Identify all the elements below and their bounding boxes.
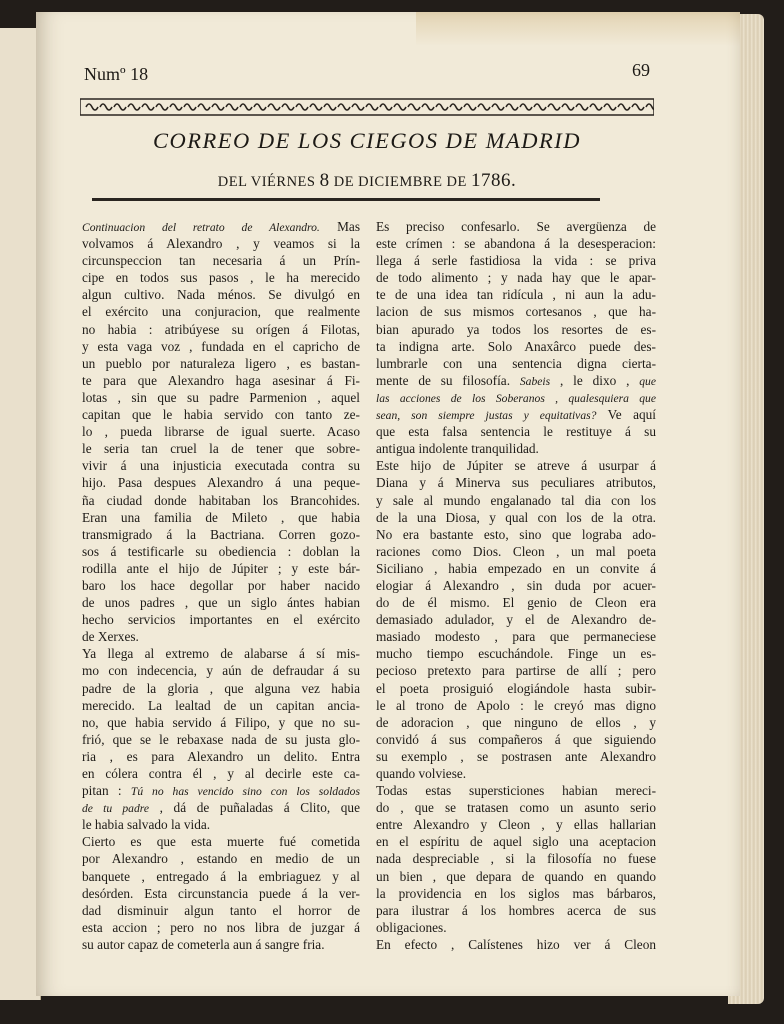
text-segment: entre Alexandro y Cleon , y ellas hallarian [376,817,656,833]
text-segment: ña ciudad donde habitaban los Brancohides. [82,492,360,508]
ornament-scroll [170,104,182,110]
text-line [82,303,360,320]
text-line [376,594,656,611]
text-segment: ta indigna arte. Solo Anaxârco puede des- [376,338,656,354]
text-line [376,321,656,338]
text-segment: te para que Alexandro haga asesinar á Fi- [82,372,360,388]
ornament-scroll [212,104,224,110]
text-line [376,680,656,697]
text-line [82,765,360,782]
date-month: DE DICIEMBRE DE [333,174,467,190]
ornament-scroll [576,104,588,110]
text-segment: el poeta prosiguió elogiándole hasta subir- [376,680,656,696]
text-line [82,423,360,440]
text-line [82,611,360,628]
text-line [82,799,360,816]
text-line [376,218,656,235]
text-segment: transmigrado á la Bactriana. Corren gozo- [82,526,360,542]
text-line [376,235,656,252]
text-segment: de Xerxes. [82,629,139,645]
text-line [82,321,360,338]
text-line [376,303,656,320]
text-segment: baro los hace degollar por haber nacido [82,577,360,593]
text-segment: hecho servicios importantes en el exército [82,612,360,628]
text-line [82,218,360,235]
text-segment: frió, que se le rebaxase nada de su justa glo- [82,731,360,747]
text-line [82,406,360,423]
text-line [376,526,656,543]
text-line [376,355,656,372]
text-line [376,474,656,491]
text-line [82,816,360,833]
text-line [376,628,656,645]
left-column [82,218,360,953]
text-segment: llega á serle fastidiosa la vida : se priva [376,253,656,269]
text-line [82,252,360,269]
text-line [376,697,656,714]
text-segment: Cierto es que esta muerte fué cometida [82,834,360,850]
ornament-scroll [296,104,308,110]
text-segment: antigua indolente tranquilidad. [376,441,539,457]
text-segment: Ve aquí [596,407,656,423]
ornament-scroll [128,104,140,110]
text-segment: de adoracion , que ninguno de ellos , y [376,714,656,730]
text-line [82,833,360,850]
text-line [82,338,360,355]
italic-segment: que [639,374,656,388]
text-segment: dad disminuir algun tanto el horror de [82,902,360,918]
ornament-scroll [142,104,154,110]
text-segment: este crímen : se abandona á la desesperacion: [376,236,656,252]
text-line [376,457,656,474]
text-segment: bian apurado ya todos los resortes de es- [376,321,656,337]
text-segment: algun cultivo. Nada ménos. Se divulgó en [82,287,360,303]
text-line [82,680,360,697]
text-segment: elogiar á Alexandro , sin duda por acuer- [376,577,656,593]
text-line [82,662,360,679]
ornament-scroll [156,104,168,110]
text-line [376,560,656,577]
text-line [376,936,656,953]
text-segment: su autor capaz de cometerla aun á sangre fria. [82,936,325,952]
ornament-scroll [114,104,126,110]
text-segment: padre de la gloria , que alguna vez habia [82,680,360,696]
text-line [376,645,656,662]
text-line [376,269,656,286]
text-segment: no, que habia servido á Filipo, y que no su- [82,714,360,730]
text-segment: mo con indecencia, y aún de defraudar á su [82,663,360,679]
text-segment: banquete , entregado á la embriaguez y al [82,868,360,884]
text-segment: En efecto , Calístenes hizo ver á Cleon [376,936,656,952]
ornament-scroll [226,104,238,110]
text-line [82,474,360,491]
italic-segment: sean, son siempre justas y equitativas? [376,409,597,423]
ornament-scroll [422,104,434,110]
text-line [376,372,656,389]
text-segment: Mas [319,219,360,234]
text-segment: nada despreciable , si la filosofía no fuese [376,851,656,867]
italic-segment: Tú no has vencido sino con los soldados [130,785,360,799]
text-segment: para ilustrar á los hombres acerca de sus [376,902,656,918]
text-line [376,902,656,919]
text-line [82,509,360,526]
text-line [82,526,360,543]
text-line [82,902,360,919]
ornament-scroll [450,104,462,110]
ornament-scroll [254,104,266,110]
text-segment: de la una Diosa, y qual con los de la otra. [376,509,656,525]
ornament-scroll [408,104,420,110]
ornament-scroll [352,104,364,110]
text-segment: pecioso pretexto para partirse de allí ; pero [376,663,656,679]
text-line [376,423,656,440]
text-line [82,782,360,799]
text-line [376,440,656,457]
text-segment: Este hijo de Júpiter se atreve á usurpar á [376,458,656,474]
ornament-scroll [394,104,406,110]
text-line [376,492,656,509]
text-segment: el exército una conjuracion, que realmente [82,304,360,320]
text-line [376,662,656,679]
text-line [376,714,656,731]
ornament-scroll [492,104,504,110]
ornament-scroll [632,104,644,110]
text-line [82,492,360,509]
ornament-scroll [240,104,252,110]
text-segment: merecido. La lealtad de un capitan ancia- [82,697,360,713]
text-line [376,868,656,885]
text-line [376,850,656,867]
text-segment: obligaciones. [376,919,447,935]
date-day: 8 [319,170,330,191]
date-year: 1786. [471,170,517,191]
text-line [82,389,360,406]
text-segment: de todo alimento ; y nada hay que le apar- [376,270,656,286]
ornament-scroll [464,104,476,110]
text-line [82,748,360,765]
text-segment: masiado modesto , para que permaneciese [376,629,656,645]
text-line [376,748,656,765]
text-segment: quando volviese. [376,766,467,781]
text-line [82,457,360,474]
text-line [82,286,360,303]
text-segment: convidó á sus compañeros á que siguiendo [376,731,656,747]
text-segment: , dá de puñaladas á Clito, que [148,800,360,816]
ornament-scroll [520,104,532,110]
ornament-scroll [100,104,112,110]
text-segment: mucho tiempo escuchándole. Finge un es- [376,646,656,662]
text-segment: no habia : atribúyese su orígen á Filotas, [82,321,360,337]
text-line [82,628,360,645]
text-line [376,782,656,799]
date-prefix: DEL VIÉRNES [217,174,316,190]
text-segment: Diana y á Minerva sus peculiares atributos, [376,475,656,491]
text-segment: y esta vaga voz , fundada en el capricho de [82,338,360,354]
text-segment: le habia salvado la vida. [82,817,211,833]
text-line [376,509,656,526]
text-line [82,868,360,885]
text-line [376,286,656,303]
text-segment: pitan : [82,783,131,799]
ornament-scroll [198,104,210,110]
text-segment: sos á testificarle su obediencia : doblan la [82,543,360,559]
text-line [376,577,656,594]
ornament-scroll [506,104,518,110]
text-segment: Ya llega al extremo de alabarse á sí mis- [82,646,360,662]
text-line [376,799,656,816]
text-line [82,269,360,286]
text-line [376,731,656,748]
text-segment: mente de su filosofía. [376,372,520,388]
text-segment: raciones como Dios. Cleon , un mal poeta [376,543,656,559]
text-segment: esta accion ; pero no nos libra de juzgar á [82,919,360,935]
text-line [376,816,656,833]
ornament-scroll [534,104,546,110]
text-segment: que esta falsa sentencia le restituye á su [376,424,656,440]
text-segment: Es preciso confesarlo. Se avergüenza de [376,219,656,234]
text-line [82,645,360,662]
ornament-scroll [562,104,574,110]
text-line [82,577,360,594]
text-segment: Eran una familia de Mileto , que habia [82,509,360,525]
text-segment: do , que se tratasen como un asunto serio [376,800,656,816]
text-line [82,850,360,867]
text-line [82,936,360,953]
text-line [82,731,360,748]
text-line [82,885,360,902]
ornament-scroll [478,104,490,110]
text-segment: lo , pueda librarse de igual suerte. Acaso [82,424,360,440]
ornament-scroll [548,104,560,110]
text-line [376,338,656,355]
text-line [82,560,360,577]
text-line [376,885,656,902]
italic-segment: Continuacion del retrato de Alexandro. [82,221,320,234]
text-line [376,833,656,850]
text-segment: le seria tan cruel la de tener que sobre- [82,441,360,457]
text-segment: Siciliano , habia empezado en un convite á [376,560,656,576]
ornament-scroll [268,104,280,110]
text-line [376,765,656,782]
ornament-scroll [338,104,350,110]
ornament-scroll [366,104,378,110]
text-segment: en el espíritu de aquel siglo una aceptacion [376,834,656,850]
issue-number: Numº 18 [84,64,149,84]
text-line [376,919,656,936]
italic-segment: Sabeis [519,374,551,388]
text-segment: por Alexandro , estando en medio de un [82,851,360,867]
text-line [376,389,656,406]
text-line [376,611,656,628]
text-segment: do de él mismo. El genio de Cleon era [376,595,656,611]
text-line [82,714,360,731]
text-segment: su exemplo , se postrasen ante Alexandro [376,748,656,764]
text-segment: y sale al mundo engalanado tal dia con los [376,492,656,508]
text-segment: lotas , sin que su padre Parmenion , aquel [82,389,360,405]
text-segment: circunspeccion tan necesaria á un Prín- [82,253,360,269]
text-segment: un pueblo por naturaleza ligero , es bastan- [82,355,360,371]
text-segment: le al trono de Apolo : le creyó mas digno [376,697,656,713]
text-segment: hijo. Pasa despues Alexandro á una peque- [82,475,360,491]
ornament-scroll [282,104,294,110]
text-segment: rodilla ante el hijo de Júpiter ; y este bár- [82,560,360,576]
text-segment: cipe en todos sus pasos , le ha merecido [82,270,360,286]
text-segment: en cólera contra él , y al decirle este ca- [82,766,360,781]
text-segment: te de una idea tan ridícula , ni aun la adu- [376,287,656,303]
text-segment: ria , es para Alexandro un delito. Entra [82,748,360,764]
italic-segment: de tu padre [82,802,149,816]
text-segment: lumbrarle con una sentencia digna cierta- [376,355,656,371]
ornament-scroll [436,104,448,110]
dateline [80,170,654,192]
ornament-scroll [646,104,654,110]
text-segment: vivir á una injusticia executada contra su [82,458,360,474]
page-number: 69 [632,60,650,80]
ornament-scroll [184,104,196,110]
newspaper-title: CORREO DE LOS CIEGOS DE MADRID [152,128,582,153]
text-line [82,440,360,457]
text-line [82,372,360,389]
right-column [376,218,656,953]
text-line [82,594,360,611]
text-segment: un bien , que depara de quando en quando [376,868,656,884]
italic-segment: las acciones de los Soberanos , qualesquiera que [376,391,656,405]
text-segment: de unos padres , que un siglo ántes habian [82,595,360,611]
header-rule [92,198,600,201]
text-line [376,543,656,560]
text-segment: la providencia en los siglos mas bárbaros, [376,885,656,901]
ornament-scroll [86,104,98,110]
text-line [376,252,656,269]
text-line [82,543,360,560]
text-segment: lacion de sus mismos cortesanos , que ha- [376,304,656,320]
text-line [82,355,360,372]
text-segment: demasiado adulador, y el de Alexandro de- [376,612,656,628]
text-segment: Todas estas supersticiones habian mereci- [376,783,656,799]
ornament-scroll [618,104,630,110]
ornament-scroll [310,104,322,110]
text-segment: volvamos á Alexandro , y veamos si la [82,236,360,252]
text-segment: capitan que le habia servido con tanto ze- [82,407,360,423]
text-line [82,697,360,714]
facing-page-edge [0,28,41,1000]
ornament-scroll [590,104,602,110]
ornamental-border [80,98,654,116]
text-segment: , le dixo , [550,372,640,388]
newspaper-page [36,12,740,996]
ornament-scroll [380,104,392,110]
text-line [82,235,360,252]
text-segment: desórden. Esta circunstancia puede á la ver- [82,885,360,901]
text-segment: No era bastante esto, sino que lograba ado- [376,526,656,542]
text-line [82,919,360,936]
ornament-scroll [324,104,336,110]
ornament-scroll [604,104,616,110]
text-line [376,406,656,423]
